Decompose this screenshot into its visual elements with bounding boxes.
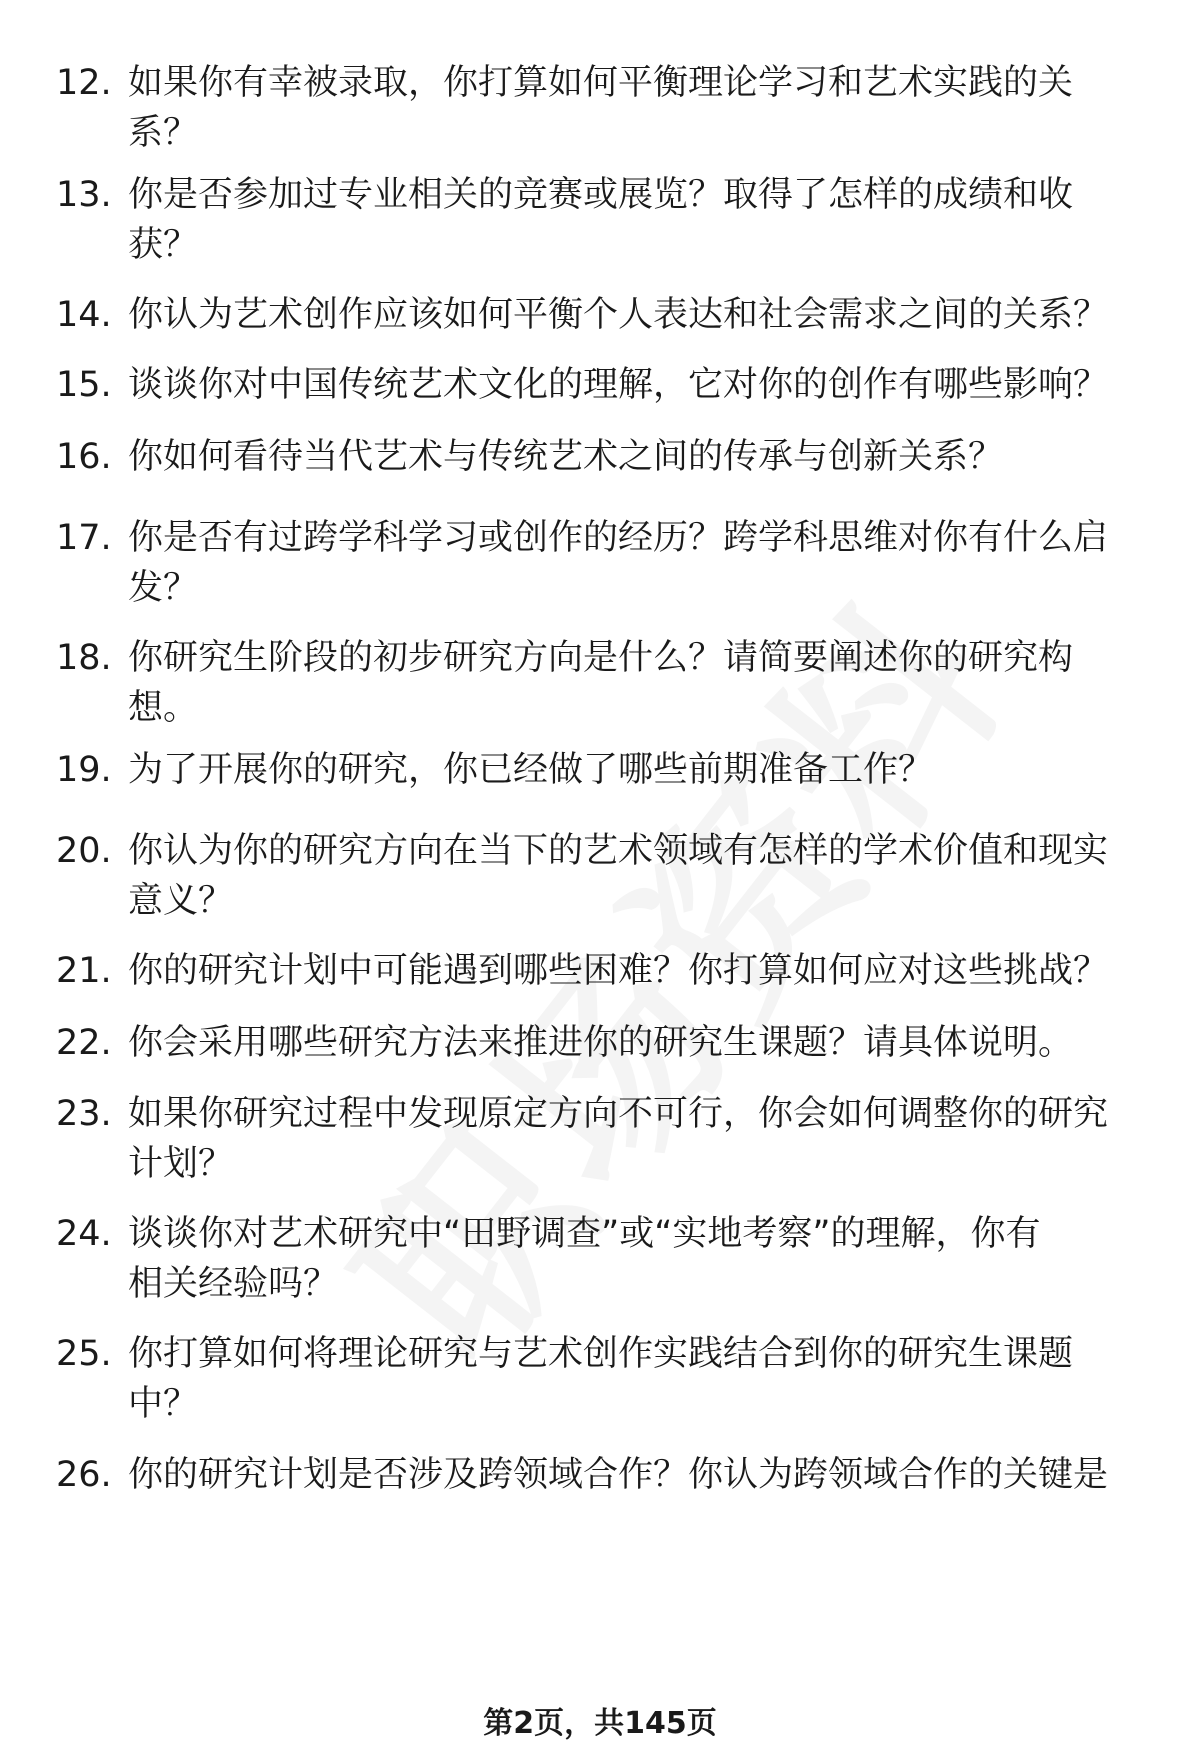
question-number: 17.	[56, 518, 112, 558]
question-number: 14.	[56, 295, 112, 335]
question-text: 你打算如何将理论研究与艺术创作实践结合到你的研究生课题 中？	[128, 1334, 1074, 1424]
question-text: 谈谈你对艺术研究中“田野调查”或“实地考察”的理解，你有 相关经验吗？	[128, 1214, 1041, 1304]
question-text: 你认为你的研究方向在当下的艺术领域有怎样的学术价值和现实 意义？	[128, 831, 1109, 921]
question-number: 21.	[56, 951, 112, 991]
question-number: 19.	[56, 750, 112, 790]
question-text: 为了开展你的研究，你已经做了哪些前期准备工作？	[128, 750, 934, 790]
question-number: 26.	[56, 1455, 112, 1495]
question-number: 24.	[56, 1214, 112, 1254]
question-text: 你的研究计划是否涉及跨领域合作？你认为跨领域合作的关键是	[128, 1455, 1109, 1495]
question-number: 13.	[56, 175, 112, 215]
question-number: 25.	[56, 1334, 112, 1374]
question-text: 你认为艺术创作应该如何平衡个人表达和社会需求之间的关系？	[128, 295, 1109, 335]
question-number: 18.	[56, 638, 112, 678]
question-text: 如果你研究过程中发现原定方向不可行，你会如何调整你的研究 计划？	[128, 1094, 1109, 1184]
question-text: 你如何看待当代艺术与传统艺术之间的传承与创新关系？	[128, 437, 1004, 477]
question-text: 你会采用哪些研究方法来推进你的研究生课题？请具体说明。	[128, 1023, 1074, 1063]
question-text: 你是否参加过专业相关的竞赛或展览？取得了怎样的成绩和收 获？	[128, 175, 1074, 265]
question-number: 12.	[56, 63, 112, 103]
question-number: 16.	[56, 437, 112, 477]
question-number: 22.	[56, 1023, 112, 1063]
question-text: 你的研究计划中可能遇到哪些困难？你打算如何应对这些挑战？	[128, 951, 1109, 991]
question-text: 你是否有过跨学科学习或创作的经历？跨学科思维对你有什么启 发？	[128, 518, 1109, 608]
question-number: 15.	[56, 365, 112, 405]
question-text: 如果你有幸被录取，你打算如何平衡理论学习和艺术实践的关 系？	[128, 63, 1074, 153]
question-number: 23.	[56, 1094, 112, 1134]
question-text: 谈谈你对中国传统艺术文化的理解，它对你的创作有哪些影响？	[128, 365, 1109, 405]
question-text: 你研究生阶段的初步研究方向是什么？请简要阐述你的研究构 想。	[128, 638, 1074, 728]
page-number-footer: 第2页，共145页	[483, 1706, 717, 1741]
question-number: 20.	[56, 831, 112, 871]
